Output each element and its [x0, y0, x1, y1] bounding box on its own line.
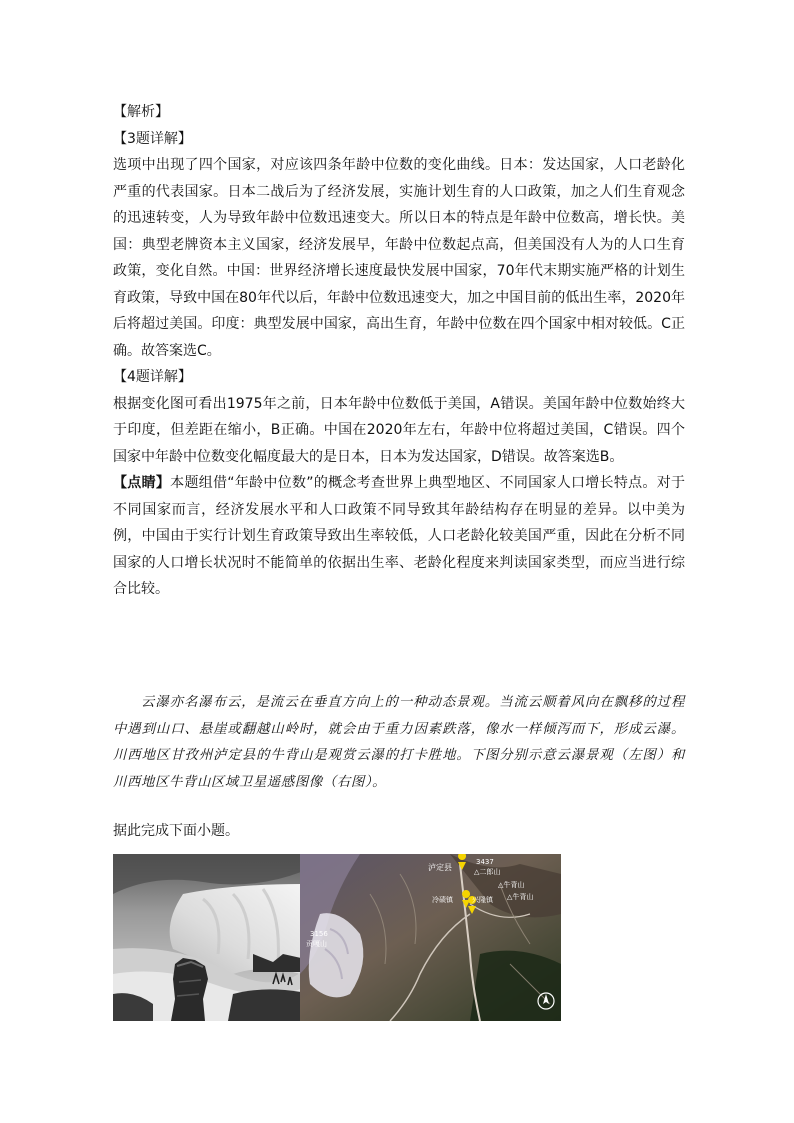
- label-erlangshan: △二郎山: [474, 868, 501, 876]
- q3-explanation: 选项中出现了四个国家，对应该四条年龄中位数的变化曲线。日本：发达国家，人口老龄化严重的代表国家。日本二战后为了经济发展，实施计划生育的人口政策，加之人们生育观念的迅速转变，人为导致年龄中位数迅速变大。所以日本的特点是年龄中位数高，增长快。美国：典型老牌资本主义国家，经济发展早，年龄中位数起点高，但美国没有人为的人口生育政策，变化自然。中国：世界经济增长速度最快发展中国家，70年代末期实施严格的计划生育政策，导致中国在80年代以后，年龄中位数迅速变大，加之中国目前的低出生率，2020年后将超过美国。印度：典型发展中国家，高出生育，年龄中位数在四个国家中相对较低。C正确。故答案选C。: [113, 157, 685, 359]
- cloud-waterfall-image: [113, 854, 301, 1021]
- label-peak-3437: 3437: [476, 858, 494, 866]
- passage-instruction: 据此完成下面小题。: [113, 823, 239, 839]
- q4-explanation: 根据变化图可看出1975年之前，日本年龄中位数低于美国，A错误。美国年龄中位数始终大于印度，但差距在缩小，B正确。中国在2020年左右，年龄中位将超过美国，C错误。四个国家中年龄中位数变化幅度最大的是日本，日本为发达国家，D错误。故答案选B。: [113, 395, 685, 465]
- label-gonggashan: 贡嘎山: [306, 940, 327, 948]
- label-luding: 泸定县: [428, 863, 452, 872]
- instruction-line: [113, 818, 685, 845]
- label-lengqi: 冷碛镇: [432, 896, 453, 904]
- q4-heading: 【4题详解】: [113, 369, 192, 385]
- label-niubeishan-a: △牛背山: [498, 881, 525, 889]
- analysis-section: [113, 99, 685, 603]
- reading-passage: [113, 690, 685, 796]
- satellite-image: [300, 854, 561, 1021]
- cloud-waterfall-photo: [113, 854, 301, 1021]
- tip-text: 本题组借“年龄中位数”的概念考查世界上典型地区、不同国家人口增长特点。对于不同国家而言，经济发展水平和人口政策不同导致其年龄结构存在明显的差异。以中美为例，中国由于实行计划生育政策导致出生率较低，人口老龄化较美国严重，因此在分析不同国家的人口增长状况时不能简单的依据出生率、老龄化程度来判读国家类型，而应当进行综合比较。: [113, 475, 685, 597]
- tip-paragraph: [113, 470, 685, 603]
- q3-heading: 【3题详解】: [113, 130, 192, 147]
- passage-text: 云瀑亦名瀑布云，是流云在垂直方向上的一种动态景观。当流云顺着风向在飘移的过程中遇到山口、悬崖或翻越山岭时，就会由于重力因素跌落，像水一样倾泻而下，形成云瀑。川西地区甘孜州泸定县的牛背山是观赏云瀑的打卡胜地。下图分别示意云瀑景观（左图）和川西地区牛背山区域卫星遥感图像（右图）。: [113, 695, 685, 790]
- satellite-map: [300, 854, 561, 1021]
- figure-pair: [113, 854, 561, 1021]
- label-xinglong: 兴隆镇: [472, 896, 493, 904]
- tip-label: 【点睛】: [113, 475, 171, 491]
- label-peak-3156: 3156: [310, 930, 328, 938]
- analysis-heading: 【解析】: [113, 104, 169, 120]
- label-niubeishan-b: △牛背山: [507, 893, 534, 901]
